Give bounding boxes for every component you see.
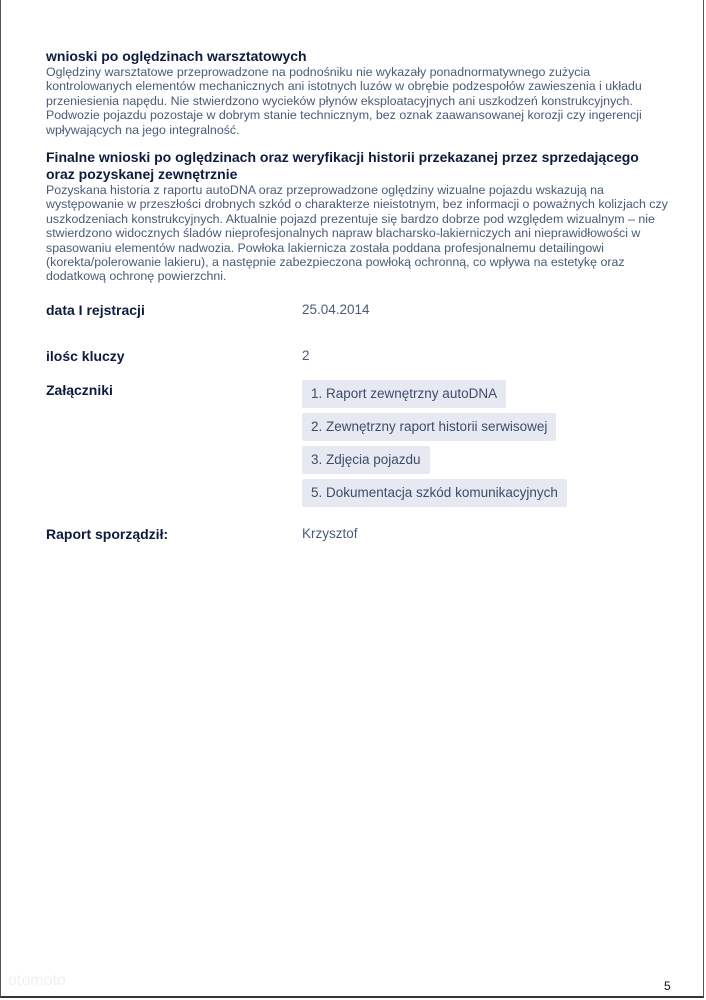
final-conclusions-title: Finalne wnioski po oględzinach oraz weryfikacji historii przekazanej przez sprzedającego oraz pozyskanej zewnętrznie bbox=[46, 149, 639, 183]
author-value: Krzysztof bbox=[302, 526, 358, 541]
report-content bbox=[46, 48, 671, 296]
attachments-list bbox=[302, 380, 567, 512]
attachment-service-history[interactable]: 2. Zewnętrzny raport historii serwisowej bbox=[302, 413, 556, 441]
attachment-damage-documentation[interactable]: 5. Dokumentacja szkód komunikacyjnych bbox=[302, 479, 567, 507]
attachment-vehicle-photos[interactable]: 3. Zdjęcia pojazdu bbox=[302, 446, 430, 474]
workshop-conclusions-title: wnioski po oględzinach warsztatowych bbox=[46, 48, 307, 64]
registration-value: 25.04.2014 bbox=[302, 302, 370, 317]
keys-label: ilośc kluczy bbox=[46, 348, 125, 364]
watermark-logo: otomoto bbox=[8, 972, 66, 989]
page-number: 5 bbox=[664, 979, 671, 993]
registration-label: data I rejstracji bbox=[46, 302, 145, 318]
attachment-autodna-report[interactable]: 1. Raport zewnętrzny autoDNA bbox=[302, 380, 506, 408]
attachments-label: Załączniki bbox=[46, 382, 113, 398]
final-conclusions-section bbox=[46, 149, 671, 284]
workshop-conclusions-section bbox=[46, 48, 671, 137]
final-conclusions-body: Pozyskana historia z raportu autoDNA oraz przeprowadzone oględziny wizualne pojazdu wskazują na występowanie w przeszłości drobnych szkód o charakterze nieistotnym, bez informacji o poważnych kolizjach czy uszkodzeniach konstrukcyjnych. Aktualnie pojazd prezentuje się bardzo dobrze pod względem wizualnym – nie stwierdzono widocznych śladów nieprofesjonalnych napraw blacharsko-lakierniczych ani nieprawidłowości w spasowaniu elementów nadwozia. Powłoka lakiernicza została poddana profesjonalnemu detailingowi (korekta/polerowanie lakieru), a następnie zabezpieczona powłoką ochronną, co wpływa na estetykę oraz dodatkową ochronę powierzchni. bbox=[46, 183, 668, 284]
workshop-conclusions-body: Oględziny warsztatowe przeprowadzone na podnośniku nie wykazały ponadnormatywnego zużycia kontrolowanych elementów mechanicznych ani istotnych luzów w obrębie podzespołów zawieszenia i układu przeniesienia napędu. Nie stwierdzono wycieków płynów eksploatacyjnych ani uszkodzeń konstrukcyjnych. Podwozie pojazdu pozostaje w dobrym stanie technicznym, bez oznak zaawansowanej korozji czy ingerencji wpływających na jego integralność. bbox=[46, 65, 642, 137]
keys-value: 2 bbox=[302, 348, 310, 363]
author-label: Raport sporządził: bbox=[46, 526, 169, 542]
